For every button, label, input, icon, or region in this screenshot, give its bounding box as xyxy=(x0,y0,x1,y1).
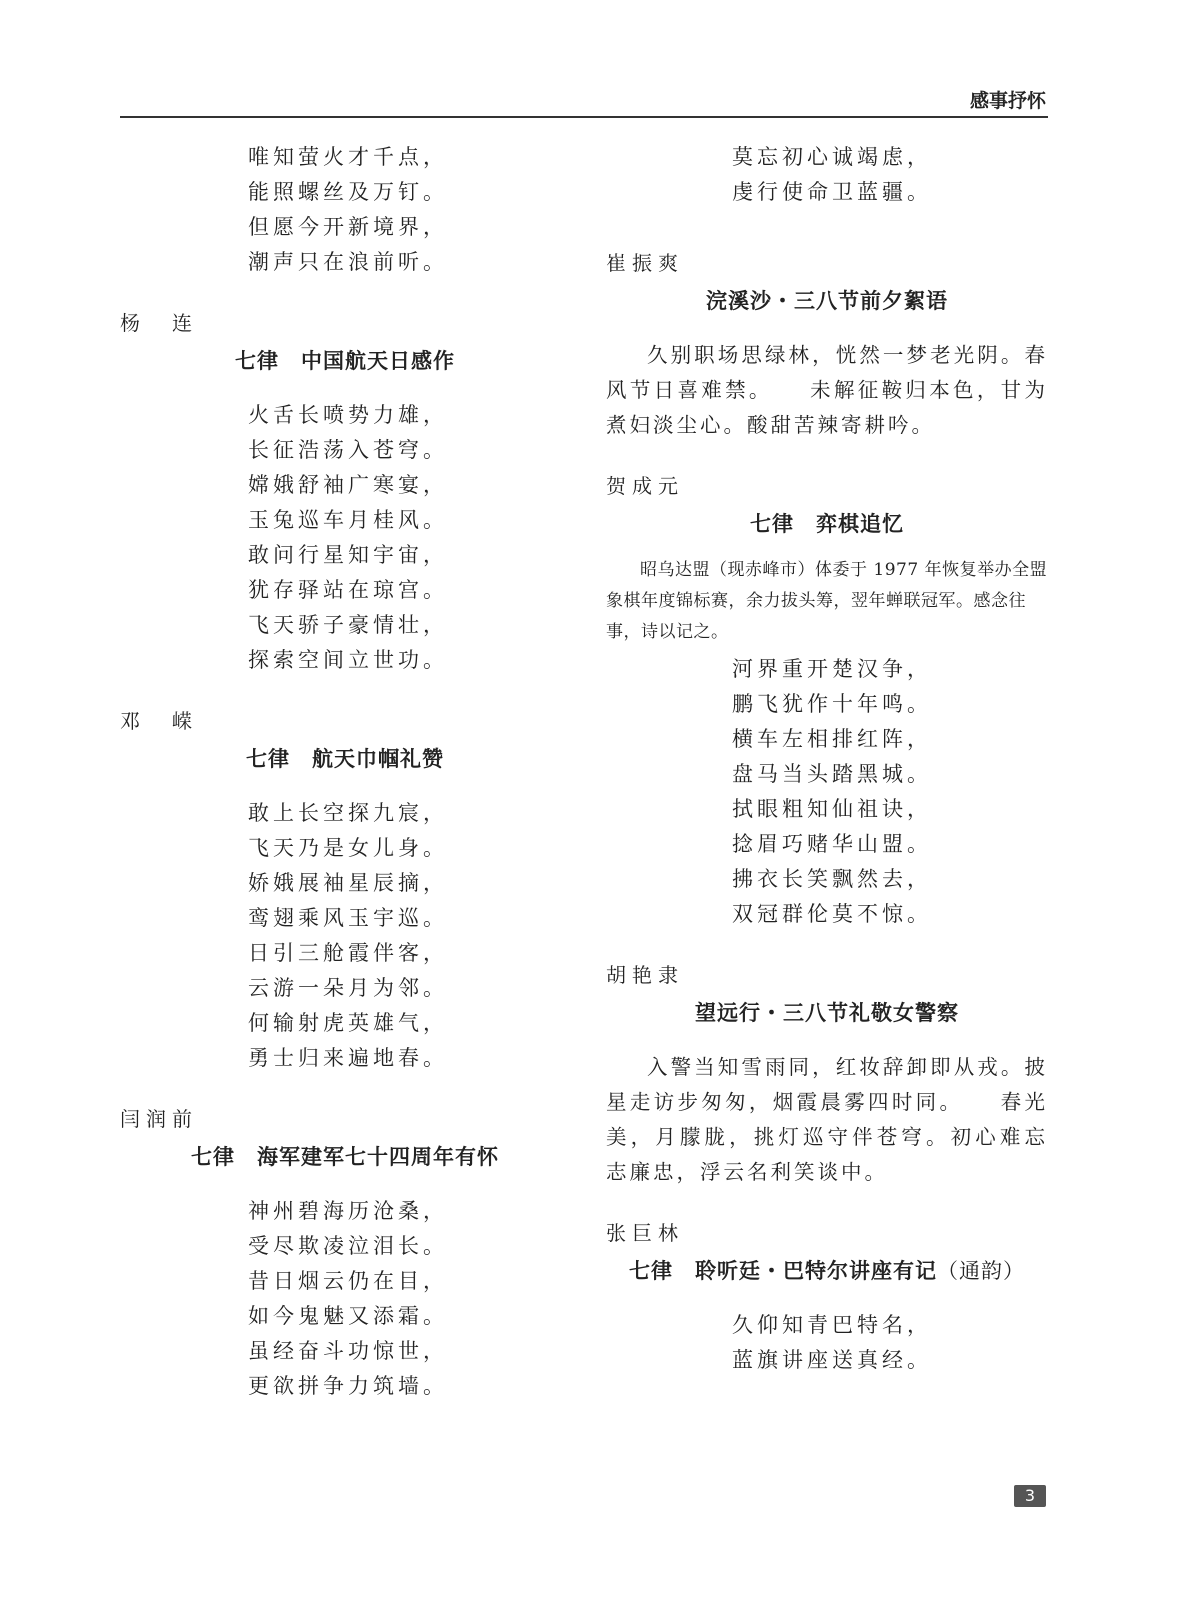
verse-line: 敢上长空探九宸， xyxy=(248,801,448,825)
poem-title: 望远行・三八节礼敬女警察 xyxy=(695,1001,959,1025)
verse-line: 横车左相排红阵， xyxy=(732,727,932,751)
verse-line: 唯知萤火才千点， xyxy=(248,145,448,169)
verse-line: 受尽欺凌泣泪长。 xyxy=(248,1234,448,1258)
verse-line: 昔日烟云仍在目， xyxy=(248,1269,448,1293)
poem-author: 胡艳隶 xyxy=(606,963,684,987)
verse-line: 玉兔巡车月桂风。 xyxy=(248,508,448,532)
verse-line: 如今鬼魅又添霜。 xyxy=(248,1304,448,1328)
poem-title xyxy=(606,1252,1048,1290)
poem-verse xyxy=(606,1308,1048,1378)
verse-line: 鸾翅乘风玉宇巡。 xyxy=(248,906,448,930)
verse-line: 捻眉巧赌华山盟。 xyxy=(732,832,932,856)
verse-line: 更欲拼争力筑墙。 xyxy=(248,1374,448,1398)
verse-line: 神州碧海历沧桑， xyxy=(248,1199,448,1223)
verse-line: 潮声只在浪前听。 xyxy=(248,250,448,274)
poem-verse xyxy=(606,652,1048,932)
verse-line: 飞天乃是女儿身。 xyxy=(248,836,448,860)
verse-line: 但愿今开新境界， xyxy=(248,215,448,239)
verse-line: 娇娥展袖星辰摘， xyxy=(248,871,448,895)
poem-author: 邓 嵘 xyxy=(120,709,198,733)
verse-line: 莫忘初心诚竭虑， xyxy=(732,145,932,169)
verse-line: 久仰知青巴特名， xyxy=(732,1313,932,1337)
page-header xyxy=(120,84,1048,118)
verse-line: 勇士归来遍地春。 xyxy=(248,1046,448,1070)
poem-author: 杨 连 xyxy=(120,311,198,335)
verse-line: 探索空间立世功。 xyxy=(248,648,448,672)
poem-author: 崔振爽 xyxy=(606,251,684,275)
verse-line: 嫦娥舒袖广寒宴， xyxy=(248,473,448,497)
verse-line: 蓝旗讲座送真经。 xyxy=(732,1348,932,1372)
verse-line: 日引三舱霞伴客， xyxy=(248,941,448,965)
poem-verse xyxy=(120,398,570,678)
verse-line: 双冠群伦莫不惊。 xyxy=(732,902,932,926)
poem-title-suffix: （通韵） xyxy=(937,1259,1025,1283)
verse-line: 拭眼粗知仙祖诀， xyxy=(732,797,932,821)
poem-title: 七律 海军建军七十四周年有怀 xyxy=(191,1145,499,1169)
verse-line: 鹏飞犹作十年鸣。 xyxy=(732,692,932,716)
verse-line: 长征浩荡入苍穹。 xyxy=(248,438,448,462)
verse-line: 飞天骄子豪情壮， xyxy=(248,613,448,637)
poem-preface: 昭乌达盟（现赤峰市）体委于 1977 年恢复举办全盟象棋年度锦标赛，余力拔头筹，翌年蝉联冠军。感念往事，诗以记之。 xyxy=(606,560,1048,642)
poem-author: 张巨林 xyxy=(606,1221,684,1245)
verse-line: 犹存驿站在琼宫。 xyxy=(248,578,448,602)
poem-title: 浣溪沙・三八节前夕絮语 xyxy=(706,289,948,313)
verse-line: 云游一朵月为邻。 xyxy=(248,976,448,1000)
verse-line: 盘马当头踏黑城。 xyxy=(732,762,932,786)
verse-line: 能照螺丝及万钉。 xyxy=(248,180,448,204)
poem-author: 闫润前 xyxy=(120,1107,198,1131)
left-column xyxy=(120,140,570,1404)
poem-text: 入警当知雪雨同，红妆辞卸即从戎。披星走访步匆匆，烟霞晨雾四时同。 春光美，月朦胧，挑灯巡守伴苍穹。初心难忘志廉忠，浮云名利笑谈中。 xyxy=(606,1055,1048,1184)
right-column xyxy=(606,140,1048,1378)
verse-line: 敢问行星知宇宙， xyxy=(248,543,448,567)
verse-line: 拂衣长笑飘然去， xyxy=(732,867,932,891)
continued-verse xyxy=(606,140,1048,210)
page-number: 3 xyxy=(1014,1485,1046,1507)
poem-title: 七律 中国航天日感作 xyxy=(235,349,455,373)
poem-text: 久别职场思绿林，恍然一梦老光阴。春风节日喜难禁。 未解征鞍归本色，甘为煮妇淡尘心。酸甜苦辣寄耕吟。 xyxy=(606,343,1048,437)
section-label: 感事抒怀 xyxy=(969,90,1046,112)
continued-verse xyxy=(120,140,570,280)
verse-line: 火舌长喷势力雄， xyxy=(248,403,448,427)
poem-author: 贺成元 xyxy=(606,474,684,498)
poem-title-main: 七律 聆听廷・巴特尔讲座有记 xyxy=(629,1259,937,1283)
verse-line: 虽经奋斗功惊世， xyxy=(248,1339,448,1363)
verse-line: 河界重开楚汉争， xyxy=(732,657,932,681)
poem-verse xyxy=(120,796,570,1076)
verse-line: 虔行使命卫蓝疆。 xyxy=(732,180,932,204)
poem-title: 七律 弈棋追忆 xyxy=(750,512,904,536)
poem-verse xyxy=(120,1194,570,1404)
verse-line: 何输射虎英雄气， xyxy=(248,1011,448,1035)
poem-title: 七律 航天巾帼礼赞 xyxy=(246,747,444,771)
